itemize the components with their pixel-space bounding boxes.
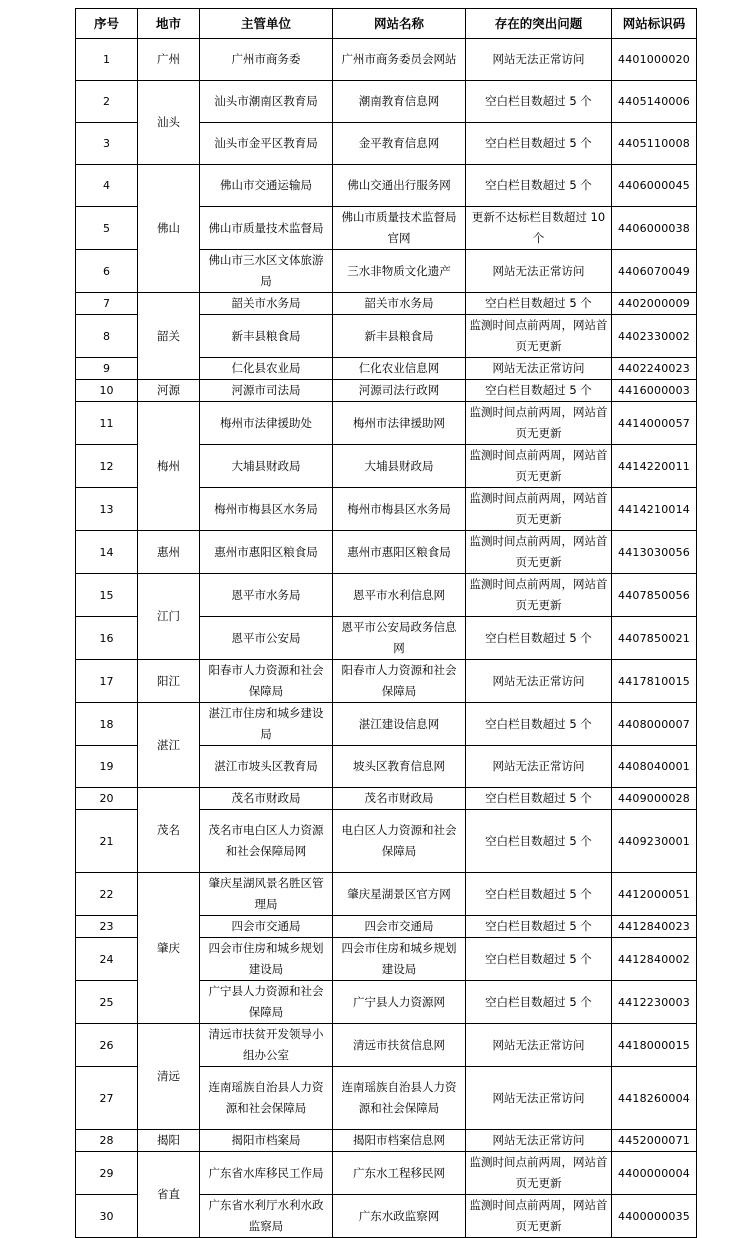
row-number: 25 [76, 981, 138, 1024]
issue-cell: 空白栏目数超过 5 个 [466, 873, 612, 916]
table-row [76, 660, 697, 703]
issue-cell: 网站无法正常访问 [466, 746, 612, 788]
row-number: 10 [76, 380, 138, 402]
city-cell: 梅州 [138, 402, 200, 531]
website-name-cell: 电白区人力资源和社会保障局 [333, 810, 466, 873]
issue-cell: 空白栏目数超过 5 个 [466, 703, 612, 746]
issue-cell: 监测时间点前两周，网站首页无更新 [466, 1152, 612, 1195]
department-cell: 惠州市惠阳区粮食局 [200, 531, 333, 574]
department-cell: 连南瑶族自治县人力资源和社会保障局 [200, 1067, 333, 1130]
department-cell: 佛山市质量技术监督局 [200, 207, 333, 250]
website-name-cell: 湛江建设信息网 [333, 703, 466, 746]
city-cell: 惠州 [138, 531, 200, 574]
website-name-cell: 广东水政监察网 [333, 1195, 466, 1238]
issue-cell: 监测时间点前两周，网站首页无更新 [466, 531, 612, 574]
website-code-cell: 4413030056 [612, 531, 697, 574]
website-code-cell: 4412000051 [612, 873, 697, 916]
header-city: 地市 [138, 9, 200, 39]
table-row [76, 402, 697, 445]
website-code-cell: 4406000045 [612, 165, 697, 207]
website-code-cell: 4412840023 [612, 916, 697, 938]
website-name-cell: 广宁县人力资源网 [333, 981, 466, 1024]
row-number: 16 [76, 617, 138, 660]
website-name-cell: 清远市扶贫信息网 [333, 1024, 466, 1067]
issue-cell: 监测时间点前两周，网站首页无更新 [466, 445, 612, 488]
website-name-cell: 韶关市水务局 [333, 293, 466, 315]
header-row [76, 9, 697, 39]
table-row [76, 380, 697, 402]
website-code-cell: 4402330002 [612, 315, 697, 358]
department-cell: 揭阳市档案局 [200, 1130, 333, 1152]
header-dept: 主管单位 [200, 9, 333, 39]
issue-cell: 监测时间点前两周，网站首页无更新 [466, 1195, 612, 1238]
website-name-cell: 三水非物质文化遗产 [333, 250, 466, 293]
row-number: 18 [76, 703, 138, 746]
issue-cell: 网站无法正常访问 [466, 39, 612, 81]
row-number: 23 [76, 916, 138, 938]
issue-cell: 网站无法正常访问 [466, 1067, 612, 1130]
city-cell: 湛江 [138, 703, 200, 788]
website-code-cell: 4402240023 [612, 358, 697, 380]
report-table-container [75, 8, 697, 1238]
website-code-cell: 4409000028 [612, 788, 697, 810]
website-name-cell: 新丰县粮食局 [333, 315, 466, 358]
website-code-cell: 4405140006 [612, 81, 697, 123]
department-cell: 汕头市金平区教育局 [200, 123, 333, 165]
row-number: 22 [76, 873, 138, 916]
issue-cell: 监测时间点前两周，网站首页无更新 [466, 402, 612, 445]
row-number: 6 [76, 250, 138, 293]
department-cell: 恩平市水务局 [200, 574, 333, 617]
website-code-cell: 4417810015 [612, 660, 697, 703]
website-name-cell: 恩平市水利信息网 [333, 574, 466, 617]
table-row [76, 574, 697, 617]
row-number: 11 [76, 402, 138, 445]
table-row [76, 1152, 697, 1195]
row-number: 27 [76, 1067, 138, 1130]
department-cell: 梅州市梅县区水务局 [200, 488, 333, 531]
website-code-cell: 4416000003 [612, 380, 697, 402]
row-number: 9 [76, 358, 138, 380]
website-issues-table [75, 8, 697, 1238]
header-no: 序号 [76, 9, 138, 39]
row-number: 4 [76, 165, 138, 207]
row-number: 21 [76, 810, 138, 873]
header-issue: 存在的突出问题 [466, 9, 612, 39]
issue-cell: 网站无法正常访问 [466, 250, 612, 293]
city-cell: 江门 [138, 574, 200, 660]
website-code-cell: 4414000057 [612, 402, 697, 445]
issue-cell: 更新不达标栏目数超过 10 个 [466, 207, 612, 250]
website-code-cell: 4407850056 [612, 574, 697, 617]
department-cell: 汕头市潮南区教育局 [200, 81, 333, 123]
department-cell: 佛山市交通运输局 [200, 165, 333, 207]
header-site: 网站名称 [333, 9, 466, 39]
table-row [76, 531, 697, 574]
row-number: 19 [76, 746, 138, 788]
row-number: 26 [76, 1024, 138, 1067]
website-name-cell: 肇庆星湖景区官方网 [333, 873, 466, 916]
issue-cell: 空白栏目数超过 5 个 [466, 380, 612, 402]
table-row [76, 788, 697, 810]
row-number: 20 [76, 788, 138, 810]
department-cell: 大埔县财政局 [200, 445, 333, 488]
department-cell: 广东省水库移民工作局 [200, 1152, 333, 1195]
department-cell: 河源市司法局 [200, 380, 333, 402]
city-cell: 阳江 [138, 660, 200, 703]
department-cell: 湛江市坡头区教育局 [200, 746, 333, 788]
website-code-cell: 4405110008 [612, 123, 697, 165]
website-code-cell: 4406070049 [612, 250, 697, 293]
issue-cell: 空白栏目数超过 5 个 [466, 293, 612, 315]
website-name-cell: 仁化农业信息网 [333, 358, 466, 380]
city-cell: 省直 [138, 1152, 200, 1238]
row-number: 12 [76, 445, 138, 488]
website-name-cell: 连南瑶族自治县人力资源和社会保障局 [333, 1067, 466, 1130]
department-cell: 阳春市人力资源和社会保障局 [200, 660, 333, 703]
city-cell: 茂名 [138, 788, 200, 873]
issue-cell: 监测时间点前两周，网站首页无更新 [466, 488, 612, 531]
issue-cell: 空白栏目数超过 5 个 [466, 788, 612, 810]
header-code: 网站标识码 [612, 9, 697, 39]
issue-cell: 网站无法正常访问 [466, 660, 612, 703]
row-number: 5 [76, 207, 138, 250]
website-name-cell: 河源司法行政网 [333, 380, 466, 402]
row-number: 29 [76, 1152, 138, 1195]
row-number: 28 [76, 1130, 138, 1152]
issue-cell: 空白栏目数超过 5 个 [466, 165, 612, 207]
department-cell: 梅州市法律援助处 [200, 402, 333, 445]
issue-cell: 空白栏目数超过 5 个 [466, 810, 612, 873]
website-code-cell: 4408000007 [612, 703, 697, 746]
table-row [76, 703, 697, 746]
website-code-cell: 4408040001 [612, 746, 697, 788]
website-code-cell: 4418000015 [612, 1024, 697, 1067]
issue-cell: 空白栏目数超过 5 个 [466, 916, 612, 938]
issue-cell: 监测时间点前两周，网站首页无更新 [466, 574, 612, 617]
table-row [76, 293, 697, 315]
website-name-cell: 广东水工程移民网 [333, 1152, 466, 1195]
department-cell: 广州市商务委 [200, 39, 333, 81]
website-name-cell: 茂名市财政局 [333, 788, 466, 810]
table-row [76, 873, 697, 916]
website-code-cell: 4452000071 [612, 1130, 697, 1152]
department-cell: 清远市扶贫开发领导小组办公室 [200, 1024, 333, 1067]
table-row [76, 1130, 697, 1152]
department-cell: 肇庆星湖风景名胜区管理局 [200, 873, 333, 916]
website-name-cell: 四会市交通局 [333, 916, 466, 938]
table-row [76, 81, 697, 123]
row-number: 15 [76, 574, 138, 617]
website-name-cell: 阳春市人力资源和社会保障局 [333, 660, 466, 703]
issue-cell: 空白栏目数超过 5 个 [466, 81, 612, 123]
website-name-cell: 佛山市质量技术监督局官网 [333, 207, 466, 250]
website-name-cell: 佛山交通出行服务网 [333, 165, 466, 207]
website-code-cell: 4402000009 [612, 293, 697, 315]
issue-cell: 空白栏目数超过 5 个 [466, 938, 612, 981]
row-number: 24 [76, 938, 138, 981]
city-cell: 汕头 [138, 81, 200, 165]
department-cell: 佛山市三水区文体旅游局 [200, 250, 333, 293]
department-cell: 茂名市财政局 [200, 788, 333, 810]
city-cell: 肇庆 [138, 873, 200, 1024]
department-cell: 新丰县粮食局 [200, 315, 333, 358]
website-code-cell: 4412230003 [612, 981, 697, 1024]
city-cell: 清远 [138, 1024, 200, 1130]
website-code-cell: 4401000020 [612, 39, 697, 81]
issue-cell: 空白栏目数超过 5 个 [466, 617, 612, 660]
issue-cell: 网站无法正常访问 [466, 1130, 612, 1152]
website-name-cell: 四会市住房和城乡规划建设局 [333, 938, 466, 981]
issue-cell: 监测时间点前两周，网站首页无更新 [466, 315, 612, 358]
website-code-cell: 4400000035 [612, 1195, 697, 1238]
table-row [76, 165, 697, 207]
website-name-cell: 潮南教育信息网 [333, 81, 466, 123]
issue-cell: 空白栏目数超过 5 个 [466, 123, 612, 165]
department-cell: 韶关市水务局 [200, 293, 333, 315]
issue-cell: 空白栏目数超过 5 个 [466, 981, 612, 1024]
row-number: 13 [76, 488, 138, 531]
website-name-cell: 广州市商务委员会网站 [333, 39, 466, 81]
table-row [76, 39, 697, 81]
city-cell: 揭阳 [138, 1130, 200, 1152]
department-cell: 四会市交通局 [200, 916, 333, 938]
department-cell: 恩平市公安局 [200, 617, 333, 660]
row-number: 30 [76, 1195, 138, 1238]
row-number: 14 [76, 531, 138, 574]
issue-cell: 网站无法正常访问 [466, 1024, 612, 1067]
row-number: 8 [76, 315, 138, 358]
website-name-cell: 恩平市公安局政务信息网 [333, 617, 466, 660]
city-cell: 河源 [138, 380, 200, 402]
city-cell: 广州 [138, 39, 200, 81]
website-code-cell: 4400000004 [612, 1152, 697, 1195]
table-row [76, 1024, 697, 1067]
website-name-cell: 坡头区教育信息网 [333, 746, 466, 788]
department-cell: 广东省水利厅水利水政监察局 [200, 1195, 333, 1238]
row-number: 1 [76, 39, 138, 81]
row-number: 3 [76, 123, 138, 165]
website-name-cell: 梅州市法律援助网 [333, 402, 466, 445]
website-code-cell: 4409230001 [612, 810, 697, 873]
website-name-cell: 梅州市梅县区水务局 [333, 488, 466, 531]
department-cell: 湛江市住房和城乡建设局 [200, 703, 333, 746]
issue-cell: 网站无法正常访问 [466, 358, 612, 380]
table-body [76, 39, 697, 1238]
website-name-cell: 大埔县财政局 [333, 445, 466, 488]
website-code-cell: 4412840002 [612, 938, 697, 981]
website-code-cell: 4414210014 [612, 488, 697, 531]
city-cell: 佛山 [138, 165, 200, 293]
department-cell: 仁化县农业局 [200, 358, 333, 380]
website-code-cell: 4406000038 [612, 207, 697, 250]
department-cell: 茂名市电白区人力资源和社会保障局网 [200, 810, 333, 873]
website-code-cell: 4407850021 [612, 617, 697, 660]
row-number: 7 [76, 293, 138, 315]
website-name-cell: 揭阳市档案信息网 [333, 1130, 466, 1152]
department-cell: 四会市住房和城乡规划建设局 [200, 938, 333, 981]
row-number: 17 [76, 660, 138, 703]
department-cell: 广宁县人力资源和社会保障局 [200, 981, 333, 1024]
website-name-cell: 金平教育信息网 [333, 123, 466, 165]
website-code-cell: 4418260004 [612, 1067, 697, 1130]
row-number: 2 [76, 81, 138, 123]
website-code-cell: 4414220011 [612, 445, 697, 488]
website-name-cell: 惠州市惠阳区粮食局 [333, 531, 466, 574]
city-cell: 韶关 [138, 293, 200, 380]
